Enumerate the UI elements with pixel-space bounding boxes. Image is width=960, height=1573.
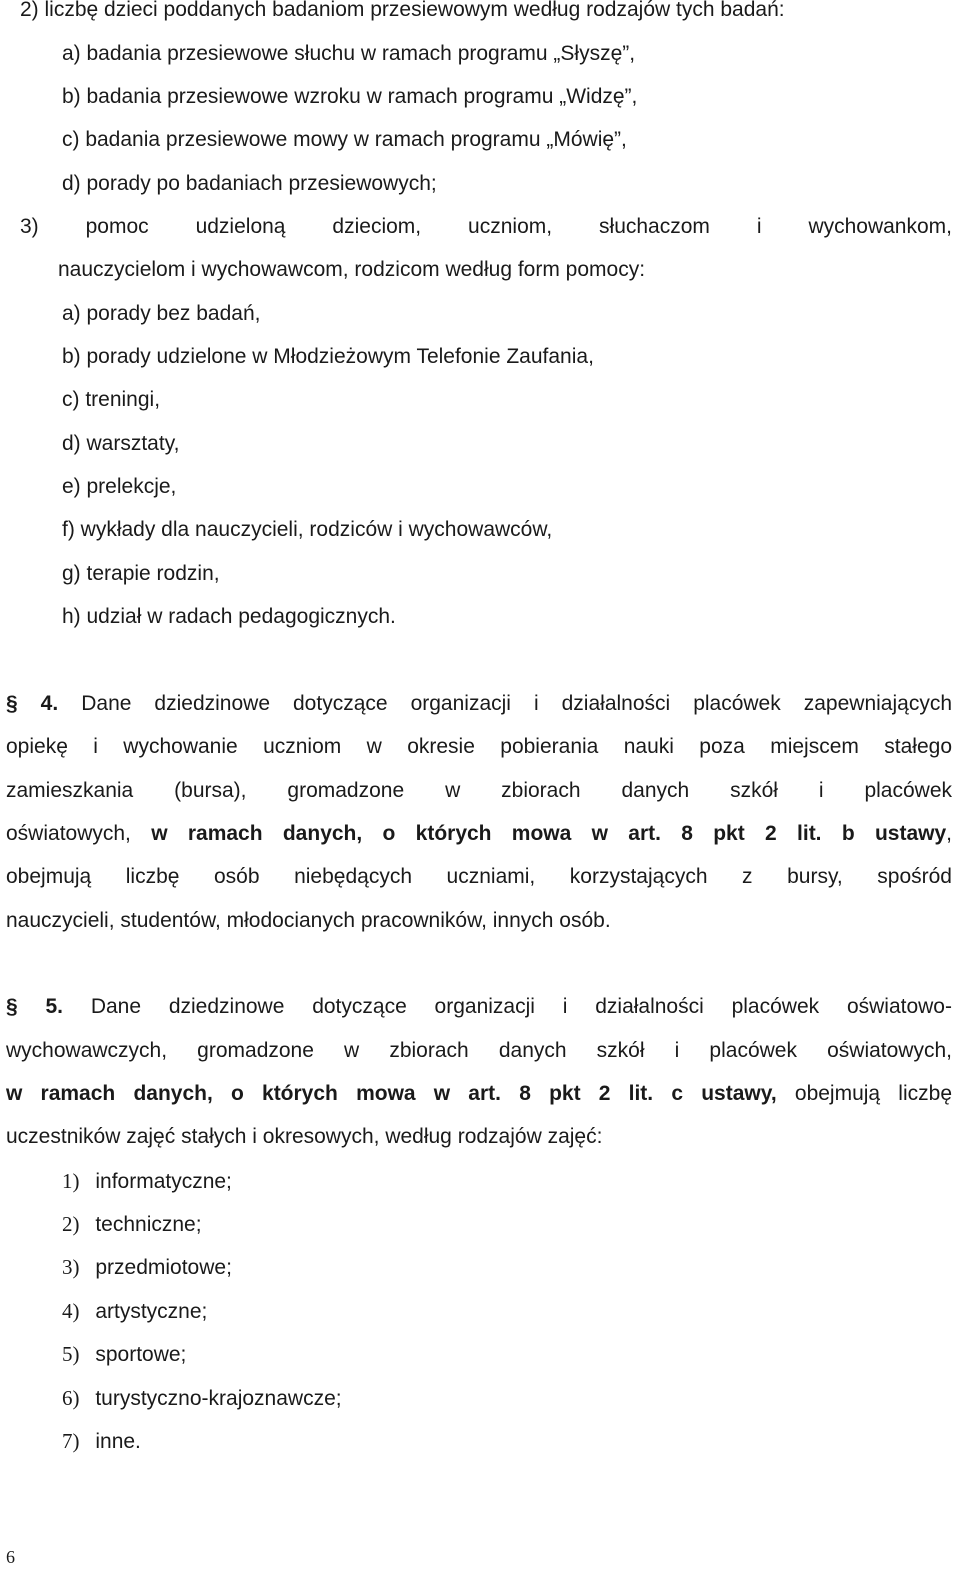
list-item: a) badania przesiewowe słuchu w ramach programu „Słyszę”, [62,42,636,65]
list-item: 7) inne. [62,1429,141,1453]
paragraph-4-line: opiekę i wychowanie uczniom w okresie pobierania nauki poza miejscem stałego [6,735,952,758]
list-item: 5) sportowe; [62,1342,187,1366]
paragraph-5-line: w ramach danych, o których mowa w art. 8 pkt 2 lit. c ustawy, obejmują liczbę [6,1082,952,1105]
paragraph-4-line: § 4. Dane dziedzinowe dotyczące organizacji i działalności placówek zapewniających [6,692,952,715]
list-item: 2) techniczne; [62,1212,202,1236]
list-item: h) udział w radach pedagogicznych. [62,605,396,628]
list-number: 5) [62,1342,80,1366]
list-number: 6) [62,1386,80,1410]
list-item: c) badania przesiewowe mowy w ramach programu „Mówię”, [62,128,627,151]
section-3-heading-continued: nauczycielom i wychowawcom, rodzicom według form pomocy: [58,258,646,281]
paragraph-4-line: obejmują liczbę osób niebędących uczniami, korzystających z bursy, spośród [6,865,952,888]
list-item: b) porady udzielone w Młodzieżowym Telefonie Zaufania, [62,345,594,368]
paragraph-5-line: § 5. Dane dziedzinowe dotyczące organizacji i działalności placówek oświatowo- [6,995,952,1018]
paragraph-mark: § 5. [6,995,63,1018]
paragraph-5-line: wychowawczych, gromadzone w zbiorach danych szkół i placówek oświatowych, [6,1039,952,1062]
bold-reference: w ramach danych, o których mowa w art. 8 pkt 2 lit. b ustawy [151,822,947,845]
list-item: 6) turystyczno-krajoznawcze; [62,1386,342,1410]
section-3-heading: 3) pomoc udzieloną dzieciom, uczniom, słuchaczom i wychowankom, [20,215,952,238]
list-item: 1) informatyczne; [62,1169,232,1193]
list-number: 2) [62,1212,80,1236]
list-number: 7) [62,1429,80,1453]
list-item: 3) przedmiotowe; [62,1255,232,1279]
list-item: f) wykłady dla nauczycieli, rodziców i wychowawców, [62,518,553,541]
list-number: 1) [62,1169,80,1193]
page-number: 6 [6,1547,15,1567]
list-number: 4) [62,1299,80,1323]
list-item: d) warsztaty, [62,432,180,455]
paragraph-4-line: nauczycieli, studentów, młodocianych pracowników, innych osób. [6,909,611,932]
paragraph-mark: § 4. [6,692,59,715]
paragraph-4-line: zamieszkania (bursa), gromadzone w zbiorach danych szkół i placówek [6,779,952,802]
list-item: d) porady po badaniach przesiewowych; [62,172,437,195]
list-item: a) porady bez badań, [62,302,261,325]
bold-reference: w ramach danych, o których mowa w art. 8 pkt 2 lit. c ustawy, [6,1082,777,1105]
section-2-heading: 2) liczbę dzieci poddanych badaniom przesiewowym według rodzajów tych badań: [20,0,785,21]
list-item: c) treningi, [62,388,161,411]
paragraph-4-line: oświatowych, w ramach danych, o których mowa w art. 8 pkt 2 lit. b ustawy, [6,822,952,845]
list-number: 3) [62,1255,80,1279]
list-item: 4) artystyczne; [62,1299,208,1323]
list-item: b) badania przesiewowe wzroku w ramach programu „Widzę”, [62,85,638,108]
list-item: g) terapie rodzin, [62,562,220,585]
list-item: e) prelekcje, [62,475,177,498]
paragraph-5-line: uczestników zajęć stałych i okresowych, według rodzajów zajęć: [6,1125,603,1148]
